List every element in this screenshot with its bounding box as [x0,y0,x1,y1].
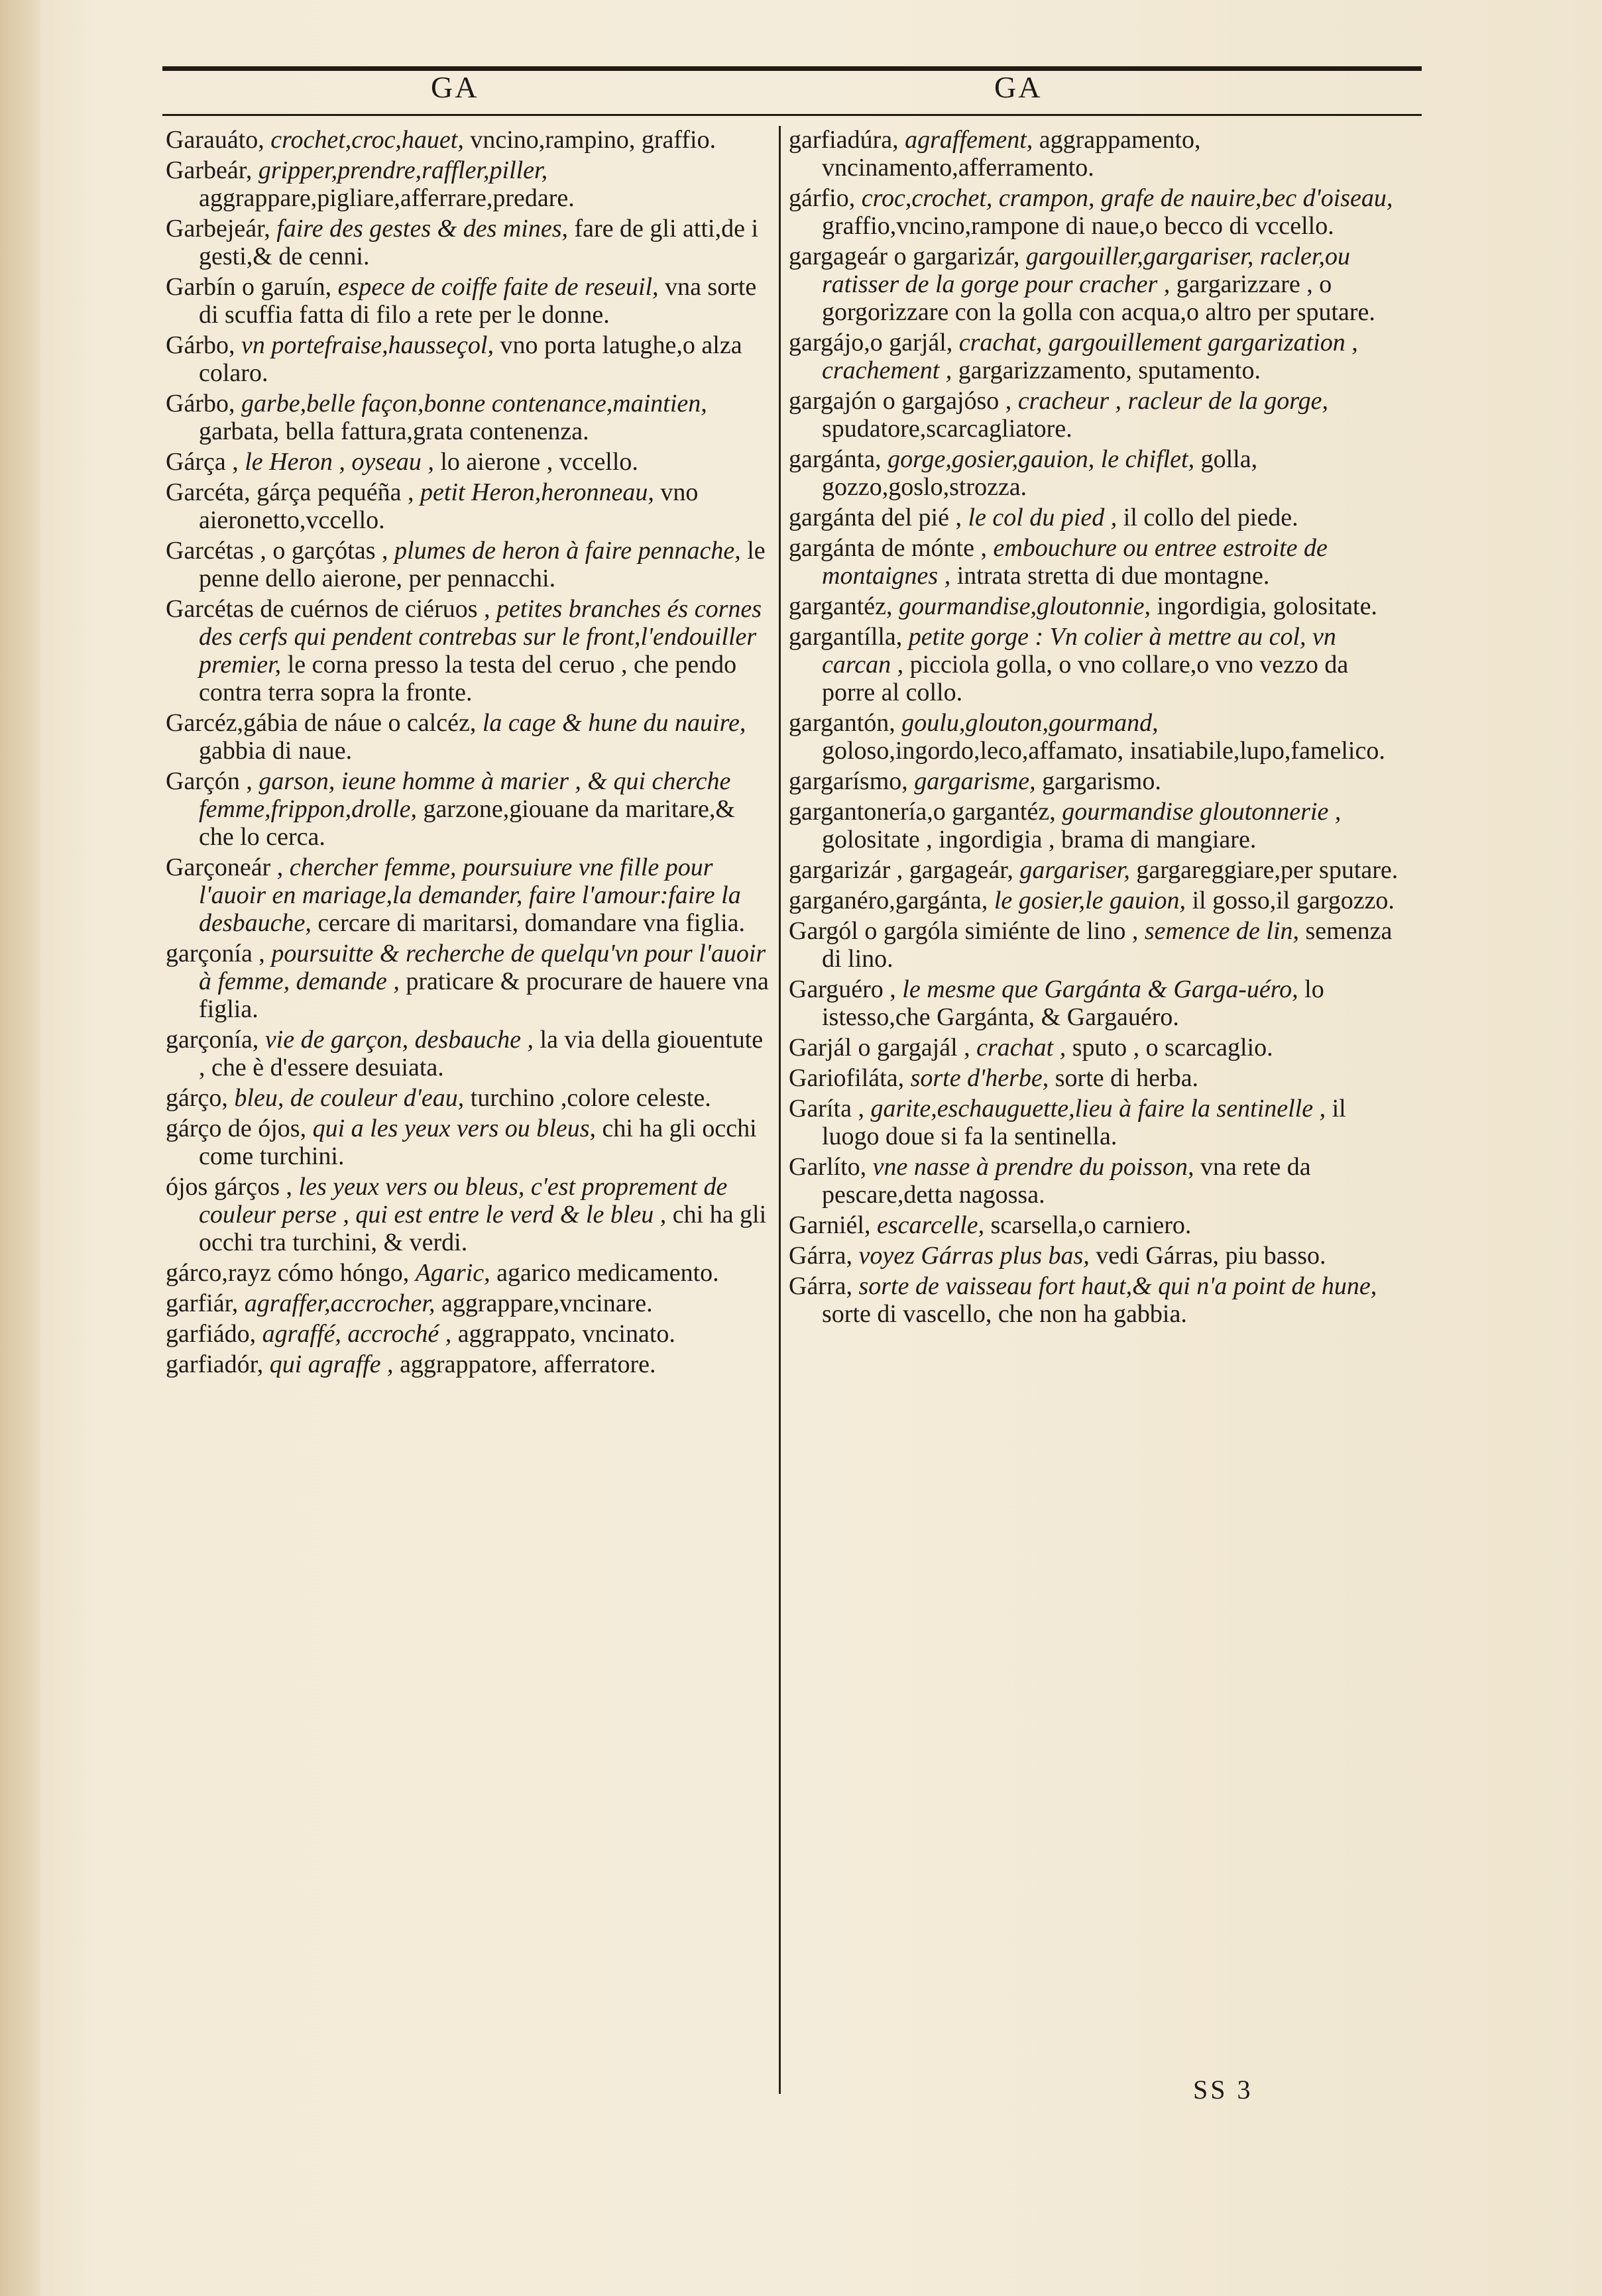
entry-french-gloss: les yeux vers ou bleus, c'est proprement de couleur perse , qui est entre le verd & le bleu , [199,1173,728,1229]
entry-french-gloss: vie de garçon, desbauche , [264,1026,534,1054]
entry-italian-gloss: fare de gli atti,de i gesti,& de cenni. [199,215,759,270]
dictionary-entry [789,917,1399,973]
entry-italian-gloss: turchino ,colore celeste. [470,1084,711,1112]
dictionary-entry [789,975,1399,1031]
entry-headword: Garguéro , [789,975,896,1003]
entry-italian-gloss: chi ha gli occhi come turchini. [199,1115,757,1170]
dictionary-entry [789,767,1399,795]
dictionary-entry [166,448,775,476]
dictionary-entry [166,156,775,212]
right-column [789,126,1399,1331]
entry-italian-gloss: aggrappare,pigliare,afferrare,predare. [199,184,575,212]
left-column [166,126,775,1381]
entry-headword: Gargól o gargóla simiénte de lino , [789,917,1139,945]
entry-french-gloss: goulu,glouton,gourmand, [901,709,1159,737]
entry-headword: garçonía, [166,1026,259,1054]
entry-headword: gargarísmo, [789,767,908,795]
entry-headword: Garbín o garuín, [166,273,332,301]
entry-italian-gloss: vna sorte di scuffia fatta di filo a rete per le donne. [199,273,757,329]
entry-french-gloss: qui a les yeux vers ou bleus, [312,1115,596,1142]
dictionary-entry [166,709,775,765]
entry-french-gloss: garbe,belle façon,bonne contenance,maintien, [241,390,707,417]
entry-french-gloss: gorge,gosier,gauion, le chiflet, [887,445,1195,473]
page-gutter [0,0,40,2296]
entry-headword: Garjál o gargajál , [789,1034,970,1062]
entry-french-gloss: qui agraffe , [269,1350,394,1378]
dictionary-entry [789,243,1399,326]
dictionary-entry [789,1211,1399,1239]
dictionary-entry [789,856,1399,884]
dictionary-entry [166,595,775,706]
entry-french-gloss: gargouiller,gargariser, racler,ou ratisser de la gorge pour cracher , [822,243,1350,298]
dictionary-entry [166,1320,775,1348]
entry-italian-gloss: spudatore,scarcagliatore. [822,415,1072,443]
dictionary-entry [166,331,775,387]
entry-french-gloss: le Heron , oyseau , [245,448,434,476]
entry-headword: gárco,rayz cómo hóngo, [166,1259,410,1287]
dictionary-entry [789,445,1399,501]
entry-italian-gloss: aggrappatore, afferratore. [400,1350,656,1378]
entry-headword: Garíta , [789,1095,864,1122]
entry-headword: Garcétas de cuérnos de ciéruos , [166,595,490,623]
entry-headword: Garçoneár , [166,853,284,881]
entry-italian-gloss: gargarismo. [1042,767,1161,795]
running-head-left: GA [431,70,479,104]
entry-headword: garfiadúra, [789,126,899,154]
dictionary-entry [789,709,1399,765]
entry-headword: Gárça , [166,448,239,476]
entry-headword: Gárra, [789,1272,852,1300]
entry-french-gloss: crochet,croc,hauet, [270,126,464,154]
entry-italian-gloss: garbata, bella fattura,grata contenenza. [199,417,589,445]
entry-french-gloss: vne nasse à prendre du poisson, [872,1153,1194,1181]
dictionary-entry [166,1289,775,1317]
entry-headword: gargánta del pié , [789,504,962,531]
entry-headword: garçonía , [166,940,265,967]
entry-french-gloss: cracheur , racleur de la gorge, [1017,387,1329,415]
entry-headword: gargarizár , gargageár, [789,856,1013,884]
dictionary-entry [166,1115,775,1170]
dictionary-entry [166,1259,775,1287]
entry-french-gloss: garson, ieune homme à marier , & qui cherche femme,frippon,drolle, [199,767,731,823]
entry-headword: garfiár, [166,1289,239,1317]
entry-headword: Garniél, [789,1211,871,1239]
entry-french-gloss: plumes de heron à faire pennache, [394,537,741,565]
entry-italian-gloss: picciola golla, o vno collare,o vno vezzo da porre al collo. [822,651,1349,706]
entry-italian-gloss: il luogo doue si fa la sentinella. [822,1095,1346,1150]
entry-italian-gloss: agarico medicamento. [496,1259,719,1287]
entry-italian-gloss: aggrappato, vncinato. [457,1320,675,1348]
entry-french-gloss: faire des gestes & des mines, [276,215,569,243]
entry-headword: garfiádo, [166,1320,257,1348]
entry-french-gloss: la cage & hune du nauire, [482,709,746,737]
entry-italian-gloss: goloso,ingordo,leco,affamato, insatiabile,lupo,famelico. [822,737,1385,765]
entry-french-gloss: gargarisme, [914,767,1036,795]
entry-italian-gloss: il gosso,il gargozzo. [1192,887,1395,914]
entry-french-gloss: petite gorge : Vn colier à mettre au col, vn carcan , [822,623,1336,679]
entry-italian-gloss: golla, gozzo,goslo,strozza. [822,445,1258,501]
entry-french-gloss: bleu, de couleur d'eau, [234,1084,465,1112]
entry-french-gloss: le mesme que Gargánta & Garga-uéro, [902,975,1298,1003]
entry-italian-gloss: sorte di herba. [1055,1064,1199,1092]
dictionary-entry [789,623,1399,706]
entry-italian-gloss: il collo del piede. [1123,504,1298,531]
entry-italian-gloss: sputo , o scarcaglio. [1072,1034,1273,1062]
dictionary-entry [166,390,775,445]
entry-italian-gloss: graffio,vncino,rampone di naue,o becco di vccello. [822,212,1334,240]
dictionary-entry [789,798,1399,853]
entry-french-gloss: garite,eschauguette,lieu à faire la sentinelle , [870,1095,1326,1122]
entry-headword: Gárbo, [166,390,235,417]
entry-headword: gargájo,o garjál, [789,329,953,356]
dictionary-entry [789,887,1399,914]
entry-headword: gargajón o gargajóso , [789,387,1012,415]
entry-headword: Garbeár, [166,156,253,184]
entry-headword: gárço de ójos, [166,1115,307,1142]
entry-french-gloss: crachat, gargouillement gargarization , crachement , [822,329,1358,384]
dictionary-entry [166,1350,775,1378]
entry-headword: Garcéz,gábia de náue o calcéz, [166,709,477,737]
entry-italian-gloss: aggrappare,vncinare. [441,1289,653,1317]
dictionary-entry [789,1272,1399,1328]
entry-headword: gargantonería,o gargantéz, [789,798,1056,826]
entry-french-gloss: chercher femme, poursuiure vne fille pour l'auoir en mariage,la demander, faire l'amour:faire la desbauche, [199,853,741,937]
entry-italian-gloss: vncino,rampino, graffio. [470,126,716,154]
entry-headword: Garcéta, gárça pequéña , [166,478,414,506]
entry-headword: gárço, [166,1084,228,1112]
entry-french-gloss: sorte d'herbe, [910,1064,1049,1092]
entry-french-gloss: espece de coiffe faite de reseuil, [337,273,659,301]
entry-french-gloss: voyez Gárras plus bas, [858,1242,1090,1270]
entry-italian-gloss: gabbia di naue. [199,737,353,765]
dictionary-entry [789,504,1399,531]
entry-headword: gargantílla, [789,623,903,651]
entry-headword: Gárra, [789,1242,852,1270]
entry-french-gloss: escarcelle, [876,1211,985,1239]
entry-italian-gloss: ingordigia, golositate. [1157,592,1377,620]
dictionary-entry [166,273,775,329]
entry-italian-gloss: lo istesso,che Gargánta, & Gargauéro. [822,975,1324,1031]
dictionary-entry [166,940,775,1023]
entry-french-gloss: gourmandise,gloutonnie, [899,592,1151,620]
entry-french-gloss: sorte de vaisseau fort haut,& qui n'a point de hune, [858,1272,1377,1300]
dictionary-entry [166,767,775,851]
entry-italian-gloss: vedi Gárras, piu basso. [1096,1242,1326,1270]
entry-italian-gloss: vno porta latughe,o alza colaro. [199,331,742,387]
entry-headword: Garauáto, [166,126,264,154]
entry-french-gloss: gourmandise gloutonnerie , [1062,798,1342,826]
entry-headword: gargantéz, [789,592,893,620]
entry-french-gloss: le col du pied , [968,504,1117,531]
dictionary-entry [166,478,775,534]
entry-italian-gloss: scarsella,o carniero. [990,1211,1192,1239]
entry-headword: Gárbo, [166,331,235,359]
dictionary-entry [166,1084,775,1112]
entry-italian-gloss: cercare di maritarsi, domandare vna figlia. [317,909,746,937]
dictionary-entry [166,537,775,592]
entry-italian-gloss: la via della giouentute , che è d'essere desuiata. [199,1026,764,1081]
dictionary-entry [789,1242,1399,1270]
entry-french-gloss: crachat , [976,1034,1066,1062]
dictionary-entry [166,215,775,270]
entry-french-gloss: petit Heron,heronneau, [420,478,654,506]
entry-french-gloss: gripper,prendre,raffler,piller, [258,156,548,184]
entry-italian-gloss: golositate , ingordigia , brama di mangiare. [822,826,1257,853]
entry-italian-gloss: garzone,giouane da maritare,& che lo cerca. [199,795,735,851]
entry-french-gloss: Agaric, [415,1259,490,1287]
entry-headword: Garbejeár, [166,215,270,243]
entry-italian-gloss: chi ha gli occhi tra turchini, & verdi. [199,1201,767,1256]
entry-headword: ójos gárços , [166,1173,293,1201]
dictionary-entry [789,387,1399,443]
entry-french-gloss: semence de lin, [1144,917,1300,945]
entry-italian-gloss: aggrappamento, vncinamento,afferramento. [822,126,1201,182]
entry-french-gloss: gargariser, [1019,856,1130,884]
top-rule [162,66,1422,71]
entry-italian-gloss: gargarizzamento, sputamento. [958,356,1261,384]
dictionary-entry [166,853,775,937]
entry-italian-gloss: le corna presso la testa del ceruo , che pendo contra terra sopra la fronte. [199,651,737,706]
entry-headword: gárfio, [789,184,856,212]
dictionary-entry [789,1034,1399,1062]
entry-french-gloss: croc,crochet, crampon, grafe de nauire,bec d'oiseau, [861,184,1393,212]
dictionary-entry [789,184,1399,240]
header-rule [162,114,1422,116]
entry-french-gloss: agraffement, [905,126,1033,154]
entry-italian-gloss: le penne dello aierone, per pennacchi. [199,537,766,592]
entry-french-gloss: agraffé, accroché , [262,1320,452,1348]
entry-italian-gloss: intrata stretta di due montagne. [956,562,1270,590]
dictionary-entry [789,1153,1399,1209]
entry-french-gloss: petites branches és cornes des cerfs qui pendent contrebas sur le front,l'endouiller premier, [199,595,762,679]
entry-headword: Garcétas , o garçótas , [166,537,388,565]
dictionary-entry [166,1026,775,1081]
entry-headword: gargánta de mónte , [789,534,987,562]
entry-french-gloss: le gosier,le gauion, [994,887,1186,914]
entry-headword: gargageár o gargarizár, [789,243,1020,270]
column-divider [779,126,781,2094]
entry-italian-gloss: vno aieronetto,vccello. [199,478,699,534]
dictionary-entry [789,126,1399,182]
entry-french-gloss: embouchure ou entree estroite de montaignes , [822,534,1328,590]
entry-headword: gargánta, [789,445,882,473]
entry-italian-gloss: lo aierone , vccello. [440,448,638,476]
dictionary-entry [789,329,1399,384]
entry-italian-gloss: sorte di vascello, che non ha gabbia. [822,1300,1187,1328]
entry-italian-gloss: semenza di lino. [822,917,1393,973]
dictionary-entry [789,1064,1399,1092]
dictionary-entry [789,534,1399,590]
entry-italian-gloss: vna rete da pescare,detta nagossa. [822,1153,1311,1209]
dictionary-entry [789,592,1399,620]
signature-mark: SS 3 [1193,2075,1253,2105]
running-head-right: GA [994,70,1043,104]
entry-italian-gloss: praticare & procurare de hauere vna figlia. [199,967,769,1023]
entry-italian-gloss: gargareggiare,per sputare. [1136,856,1399,884]
dictionary-entry [166,126,775,154]
entry-french-gloss: poursuitte & recherche de quelqu'vn pour l'auoir à femme, demande , [199,940,766,995]
entry-headword: gargantón, [789,709,895,737]
entry-french-gloss: agraffer,accrocher, [244,1289,435,1317]
entry-headword: garganéro,gargánta, [789,887,988,914]
entry-headword: Garçón , [166,767,253,795]
entry-headword: garfiadór, [166,1350,264,1378]
entry-headword: Gariofiláta, [789,1064,905,1092]
dictionary-entry [789,1095,1399,1150]
dictionary-entry [166,1173,775,1256]
entry-headword: Garlíto, [789,1153,867,1181]
entry-french-gloss: vn portefraise,hausseçol, [241,331,494,359]
entry-italian-gloss: gargarizzare , o gorgorizzare con la golla con acqua,o altro per sputare. [822,270,1375,326]
